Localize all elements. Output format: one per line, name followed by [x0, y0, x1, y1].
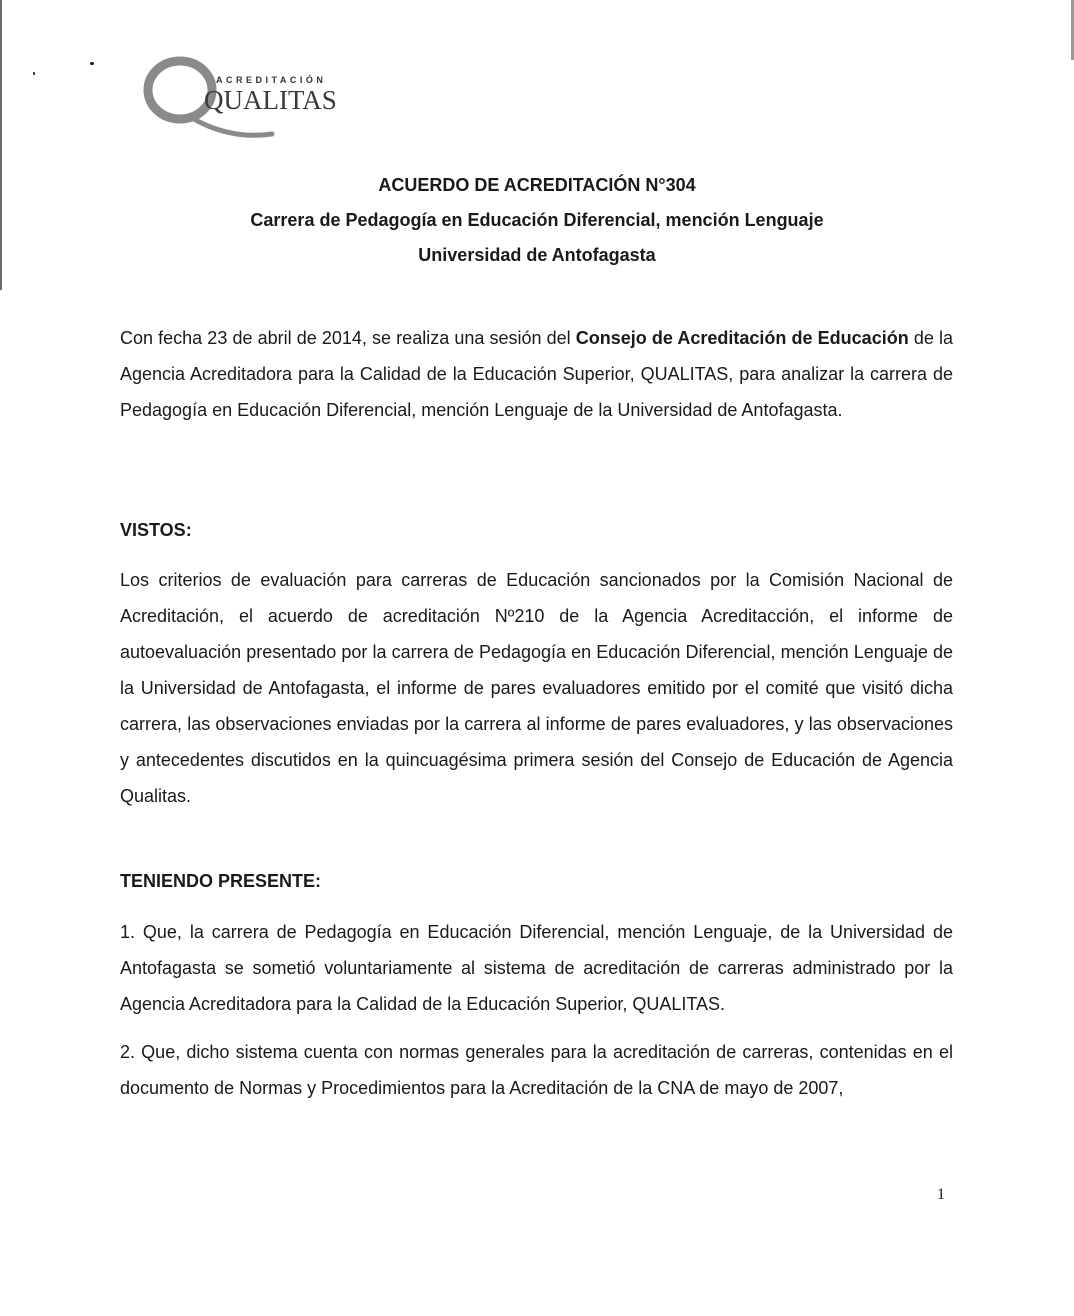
university-title: Universidad de Antofagasta: [418, 245, 656, 265]
document-heading: [0, 168, 1074, 273]
page-number: 1: [937, 1186, 945, 1203]
intro-text-before: Con fecha 23 de abril de 2014, se realiza una sesión del: [120, 328, 576, 348]
career-title: Carrera de Pedagogía en Educación Diferencial, mención Lenguaje: [250, 210, 824, 230]
logo-brand-text: QUALITAS: [204, 85, 337, 115]
scan-speck: [33, 72, 35, 75]
intro-bold-text: Consejo de Acreditación de Educación: [575, 328, 909, 348]
vistos-paragraph: Los criterios de evaluación para carreras de Educación sancionados por la Comisión Nacional de Acreditación, el acuerdo de acreditación Nº210 de la Agencia Acreditacción, el informe de autoevaluación presentado por la carrera de Pedagogía en Educación Diferencial, mención Lenguaje de la Universidad de Antofagasta, el informe de pares evaluadores emitido por el comité que visitó dicha carrera, las observaciones enviadas por la carrera al informe de pares evaluadores, y las observaciones y antecedentes discutidos en la quincuagésima primera sesión del Consejo de Educación de Agencia Qualitas.: [120, 570, 953, 806]
qualitas-logo: [140, 52, 340, 142]
agreement-title: ACUERDO DE ACREDITACIÓN N°304: [378, 175, 696, 195]
intro-paragraph: [120, 320, 953, 428]
considerando-item-1: 1. Que, la carrera de Pedagogía en Educación Diferencial, mención Lenguaje, de la Universidad de Antofagasta se sometió voluntariamente al sistema de acreditación de carreras administrado por la Agencia Acreditadora para la Calidad de la Educación Superior, QUALITAS.: [120, 922, 953, 1014]
logo-top-text: ACREDITACIÓN: [216, 75, 327, 85]
scan-speck: [90, 62, 94, 65]
teniendo-presente-heading: TENIENDO PRESENTE:: [120, 871, 322, 891]
vistos-heading: VISTOS:: [120, 520, 192, 540]
considerando-item-2: 2. Que, dicho sistema cuenta con normas generales para la acreditación de carreras, contenidas en el documento de Normas y Procedimientos para la Acreditación de la CNA de mayo de 2007,: [120, 1042, 953, 1098]
intro-text-after: de la Agencia Acreditadora para la Calidad de la Educación Superior, QUALITAS, para analizar la carrera de Pedagogía en Educación Diferencial, mención Lenguaje de la Universidad de Antofagasta.: [120, 328, 953, 420]
